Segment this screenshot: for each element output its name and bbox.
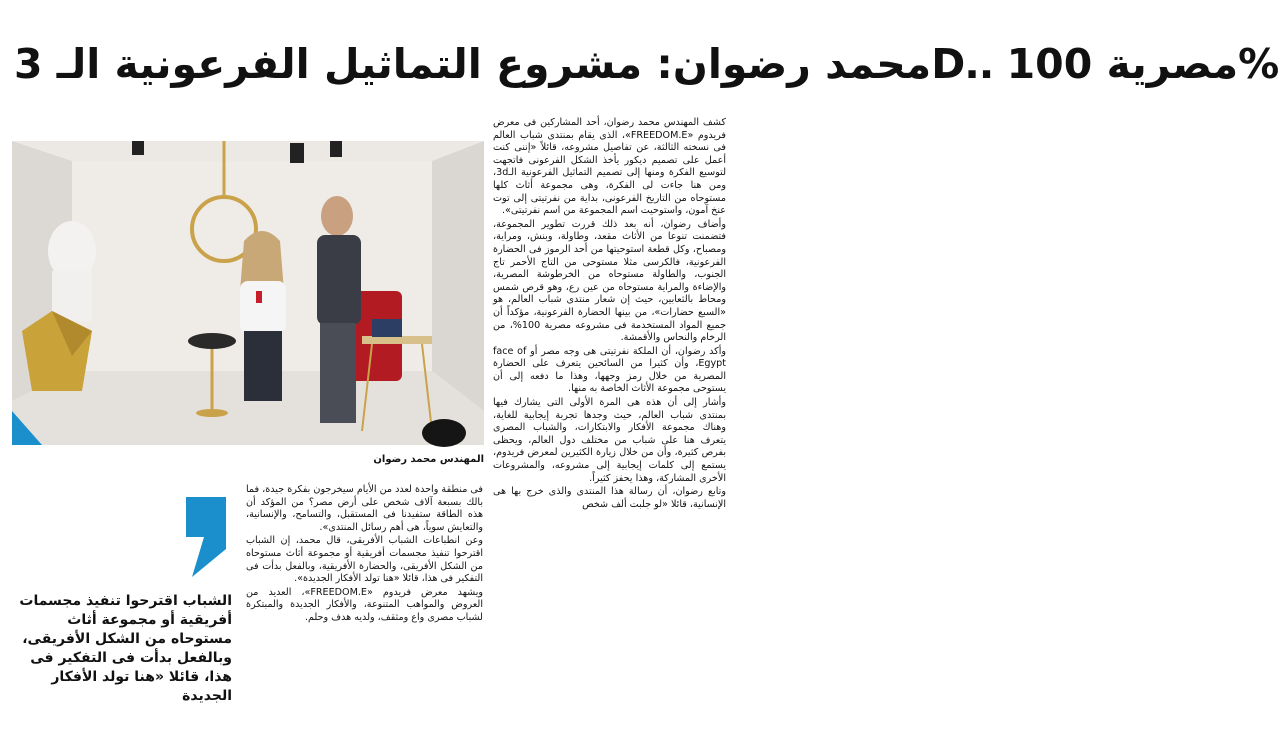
paragraph: وأكد رضوان، أن الملكة نفرتيتى هى وجه مصر أو face of Egypt، وأن كثيرا من السائحين يتعرف على الحضارة المصرية من خلال رمز وجهها، وهذا ما دفعه إلى أن يستوحى مجموعة الأثاث الخاصة به منها. bbox=[493, 345, 726, 395]
headline: محمد رضوان: مشروع التماثيل الفرعونية الـ 3D.. مصرية 100% bbox=[14, 40, 1279, 88]
paragraph: وأشار إلى أن هذه هى المرة الأولى التى يشارك فيها بمنتدى شباب العالم، حيث وجدها تجربة إيجابية للغاية، وهناك مجموعة الأفكار والابتكارات، والشباب المصرى يتعرف هنا على شباب من مختلف دول العالم، ويحظى بفرص كثيرة، وأن من خلال زيارة الكثيرين لمعرض فريدوم، يستمع إلى كلمات إيجابية إلى مشروعه، والمشروعات الأخرى المشاركة، وهذا يحفز كثيراً. bbox=[493, 397, 726, 484]
paragraph: ويشهد معرض فريدوم «FREEDOM.E»، العديد من العروض والمواهب المتنوعة، والأفكار الجديدة والمبتكرة لشباب مصرى واع ومثقف، ولديه هدف وحلم. bbox=[246, 586, 483, 623]
paragraph: فى منطقة واحدة لعدد من الأيام سيخرجون بفكرة جيدة، فما بالك بسبعة آلاف شخص على أرض مصر؟ من المؤكد أن هذه الطاقة ستفيدنا فى المستقبل، والتسامح، والإنسانية، والتعايش سوياً، هى أهم رسائل المنتدى». bbox=[246, 484, 483, 533]
paragraph: وتابع رضوان، أن رسالة هذا المنتدى والذى خرج بها هى الإنسانية، قائلا «لو جلبت ألف شخص bbox=[493, 486, 726, 510]
photo-caption: المهندس محمد رضوان bbox=[373, 454, 484, 465]
article-column-right bbox=[493, 117, 726, 723]
article-photo bbox=[12, 141, 484, 445]
article-column-middle bbox=[246, 484, 483, 696]
paragraph: وعن انطباعات الشباب الأفريقى، قال محمد، إن الشباب اقترحوا تنفيذ مجسمات أفريقية أو مجموعة أثاث مستوحاه من الشكل الأفريقى، والحضارة الأفريقية، وبالفعل بدأت فى التفكير فى هذا، قائلا «هنا تولد الأفكار الجديدة». bbox=[246, 535, 483, 585]
pull-quote: الشباب اقترحوا تنفيذ مجسمات أفريقية أو مجموعة أثاث مستوحاه من الشكل الأفريقى، وبالفعل بدأت فى التفكير فى هذا، قائلا «هنا تولد الأفكار الجديدة bbox=[19, 593, 232, 704]
paragraph: كشف المهندس محمد رضوان، أحد المشاركين فى معرض فريدوم «FREEDOM.E»، الذى يقام بمنتدى شباب العالم فى نسخته الثالثة، عن تفاصيل مشروعه، قائلاً «إننى كنت أعمل على تصميم ديكور يأخذ الشكل الفرعونى فاتجهت لتوسيع الفكرة ومنها إلى تصميم التماثيل الفرعونية الـ3d، ومن هنا جاءت لى الفكرة، وهى مجموعة أثاث كلها مستوحاه من التاريخ الفرعونى، بداية من نفرتيتى إلى توت عنخ آمون، واستوحيت اسم المجموعة من اسم نفرتيتى». bbox=[493, 117, 727, 217]
photo-illustration bbox=[12, 141, 484, 445]
quote-mark-icon bbox=[180, 497, 230, 577]
paragraph: وأضاف رضوان، أنه بعد ذلك قررت تطوير المجموعة، فتضمنت تنوعا من الأثاث مقعد، وطاولة، وبنش، ومراية، ومصباح، وكل قطعة استوحيتها من أحد الرموز فى الحضارة الفرعونية، فالكرسى مثلا مستوحى من التاج الأحمر تاج الجنوب، والطاولة مستوحاه من الخرطوشة المصرية، والإضاءة والمراية مستوحاه من عين رع، وهو قرص شمس ومحاط بالثعابين، حيث إن شعار منتدى شباب العالم، هو «السبع حضارات»، من بينها الحضارة الفرعونية، مؤكداً أن جميع المواد المستخدمة فى مشروعه مصرية 100%، من الرخام والنحاس والأقمشة. bbox=[493, 218, 726, 344]
